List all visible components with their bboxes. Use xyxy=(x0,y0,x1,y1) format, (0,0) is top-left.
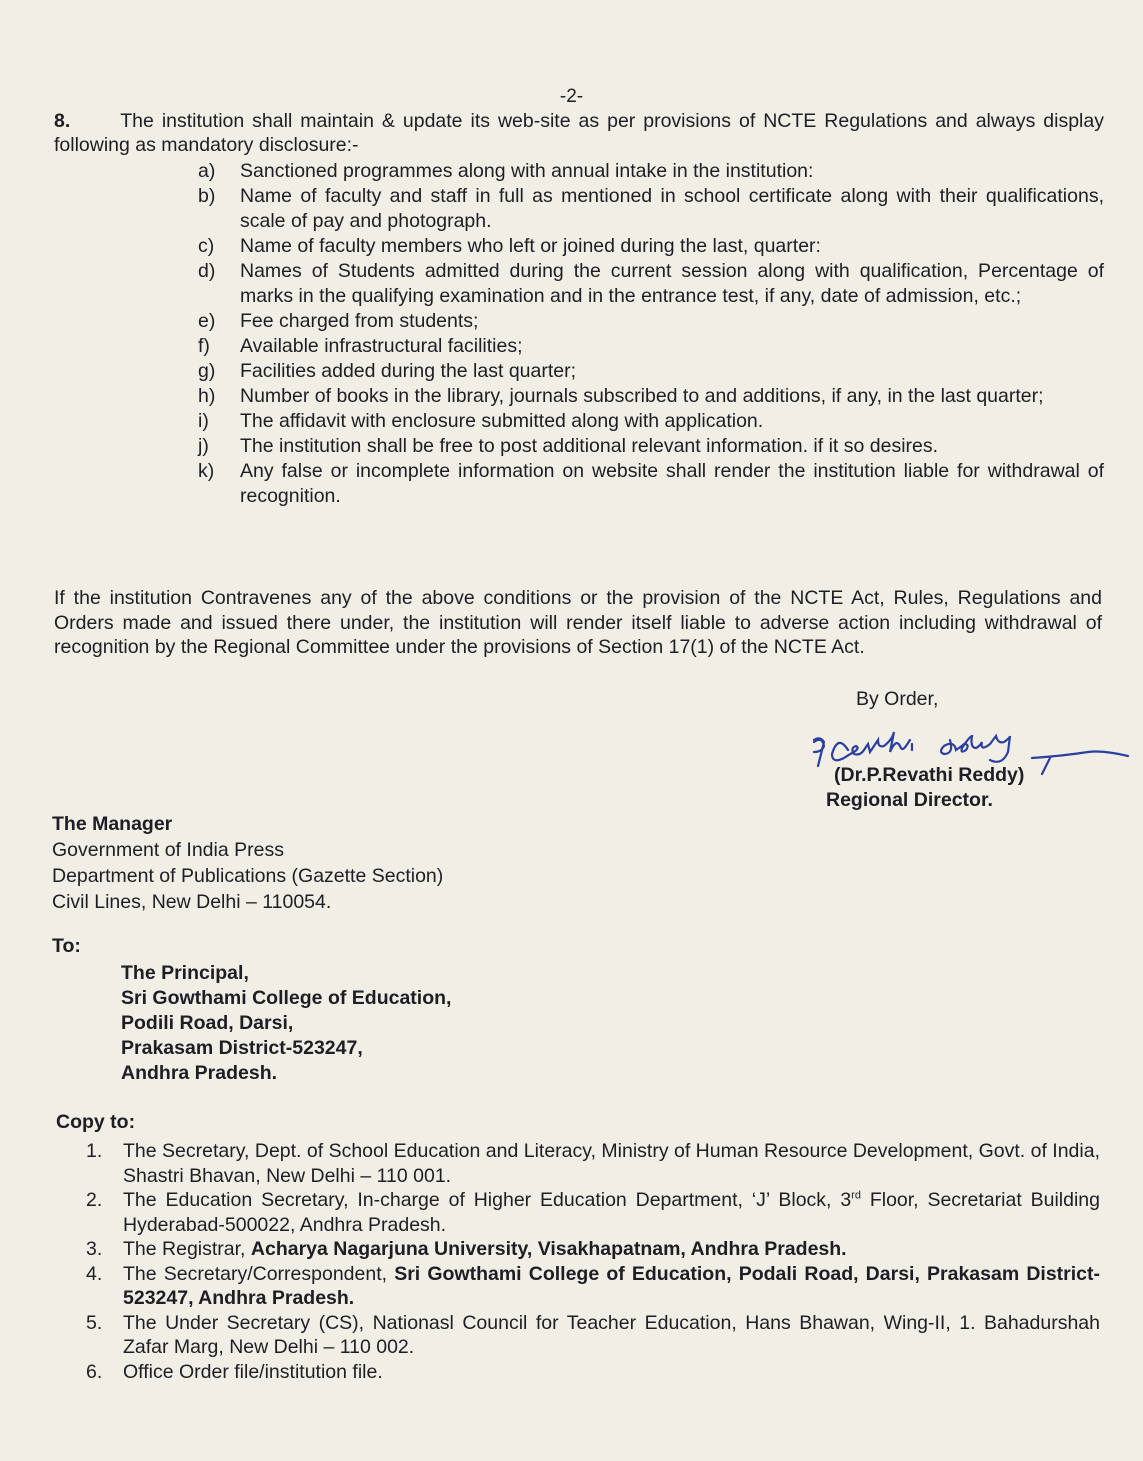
list-item xyxy=(198,434,1104,459)
list-item-label: g) xyxy=(198,360,216,382)
list-item-label: e) xyxy=(198,310,216,332)
list-item-label: d) xyxy=(198,260,216,282)
list-item-text: The Secretary, Dept. of School Education and Literacy, Ministry of Human Resource Development, Govt. of India, Shastri Bhavan, New Delhi – 110 001. xyxy=(123,1140,1100,1187)
list-item xyxy=(198,384,1104,409)
to-label: To: xyxy=(52,935,81,957)
list-item-label: h) xyxy=(198,385,216,407)
list-item-text: Number of books in the library, journals subscribed to and additions, if any, in the last quarter; xyxy=(240,385,1044,407)
paragraph-8 xyxy=(54,109,1104,157)
list-item-text xyxy=(123,1262,1100,1311)
list-item-text xyxy=(123,1237,1100,1262)
list-item xyxy=(198,359,1104,384)
recipient-address xyxy=(121,961,451,1086)
list-item-text: Names of Students admitted during the current session along with qualification, Percentage of marks in the qualifying examination and in the entrance test, if any, date of admission, etc.; xyxy=(240,260,1104,307)
list-item-label: i) xyxy=(198,410,209,432)
disclosure-list xyxy=(198,159,1104,509)
list-item xyxy=(198,259,1104,309)
list-item-text: Name of faculty and staff in full as mentioned in school certificate along with their qualifications, scale of pay and photograph. xyxy=(240,185,1104,232)
list-item xyxy=(198,234,1104,259)
list-item xyxy=(86,1237,1100,1262)
list-item xyxy=(86,1360,1100,1385)
list-item-label: a) xyxy=(198,160,216,182)
address-line: Sri Gowthami College of Education, xyxy=(121,987,452,1009)
list-item-text: Available infrastructural facilities; xyxy=(240,335,523,357)
list-item-label: j) xyxy=(198,435,209,457)
list-item-text: The affidavit with enclosure submitted along with application. xyxy=(240,410,764,432)
list-item-text-part: The Secretary/Correspondent, xyxy=(123,1262,395,1285)
list-item-number: 2. xyxy=(86,1189,103,1211)
list-item xyxy=(198,459,1104,509)
list-item-number: 6. xyxy=(86,1360,103,1383)
list-item xyxy=(198,334,1104,359)
list-item-text: Name of faculty members who left or joined during the last, quarter: xyxy=(240,235,821,257)
manager-address xyxy=(52,811,443,915)
list-item-text: Office Order file/institution file. xyxy=(123,1360,383,1383)
list-item-number: 4. xyxy=(86,1262,103,1285)
list-item-number: 5. xyxy=(86,1311,103,1334)
list-item-text: The Under Secretary (CS), Nationasl Council for Teacher Education, Hans Bhawan, Wing-II, 1. Bahadurshah Zafar Marg, New Delhi – 110 002. xyxy=(123,1311,1100,1358)
address-line: Department of Publications (Gazette Section) xyxy=(52,865,444,887)
signatory-title: Regional Director. xyxy=(826,789,993,811)
copy-to-list xyxy=(86,1139,1100,1384)
page-number: -2- xyxy=(559,86,584,107)
manager-title: The Manager xyxy=(52,813,173,835)
list-item-label: c) xyxy=(198,235,215,257)
address-line: Civil Lines, New Delhi – 110054. xyxy=(52,891,332,913)
list-item-text-part: Floor, Secretariat Building Hyderabad-500022, Andhra Pradesh. xyxy=(123,1189,1100,1236)
list-item-text-part: The Registrar, xyxy=(123,1238,251,1260)
list-item xyxy=(86,1139,1100,1188)
list-item xyxy=(86,1188,1100,1237)
superscript: rd xyxy=(851,1189,861,1202)
list-item xyxy=(198,309,1104,334)
list-item-text-part: The Education Secretary, In-charge of Higher Education Department, ‘J’ Block, 3 xyxy=(123,1189,852,1211)
list-item-text xyxy=(123,1188,1100,1237)
list-item xyxy=(198,409,1104,434)
paragraph-8-text: The institution shall maintain & update its web-site as per provisions of NCTE Regulations and always display following as mandatory disclosure:- xyxy=(54,110,1104,156)
list-item-label: f) xyxy=(198,335,210,357)
list-item xyxy=(86,1262,1100,1311)
list-item-text: Any false or incomplete information on website shall render the institution liable for withdrawal of recognition. xyxy=(240,460,1104,507)
list-item-label: k) xyxy=(198,460,215,482)
contravene-paragraph: If the institution Contravenes any of the above conditions or the provision of the NCTE Act, Rules, Regulations and Orders made and issued there under, the institution will render itself liable to adverse action including withdrawal of recognition by the Regional Committee under the provisions of Section 17(1) of the NCTE Act. xyxy=(54,587,1102,658)
list-item-text: Sanctioned programmes along with annual intake in the institution: xyxy=(240,160,814,182)
list-item-text-bold: Sri Gowthami College of Education, Podali Road, Darsi, Prakasam District-523247, Andhra Pradesh. xyxy=(123,1262,1100,1309)
address-line: Andhra Pradesh. xyxy=(121,1062,278,1084)
list-item xyxy=(198,184,1104,234)
address-line: Podili Road, Darsi, xyxy=(121,1012,294,1034)
list-item xyxy=(86,1311,1100,1360)
list-item-text: The institution shall be free to post additional relevant information. if it so desires. xyxy=(240,435,939,457)
paragraph-8-number: 8. xyxy=(54,110,71,132)
list-item-number: 1. xyxy=(86,1140,103,1162)
by-order: By Order, xyxy=(856,688,939,710)
list-item-text: Facilities added during the last quarter; xyxy=(240,360,577,382)
address-line: Government of India Press xyxy=(52,839,284,861)
copy-to-label: Copy to: xyxy=(56,1111,136,1133)
list-item-text-bold: Acharya Nagarjuna University, Visakhapatnam, Andhra Pradesh. xyxy=(250,1238,847,1260)
address-line: The Principal, xyxy=(121,962,249,984)
list-item-label: b) xyxy=(198,185,216,207)
list-item-text: Fee charged from students; xyxy=(240,310,479,332)
address-line: Prakasam District-523247, xyxy=(121,1037,363,1059)
list-item-number: 3. xyxy=(86,1238,103,1260)
signatory-name: (Dr.P.Revathi Reddy) xyxy=(834,764,1025,786)
list-item xyxy=(198,159,1104,184)
